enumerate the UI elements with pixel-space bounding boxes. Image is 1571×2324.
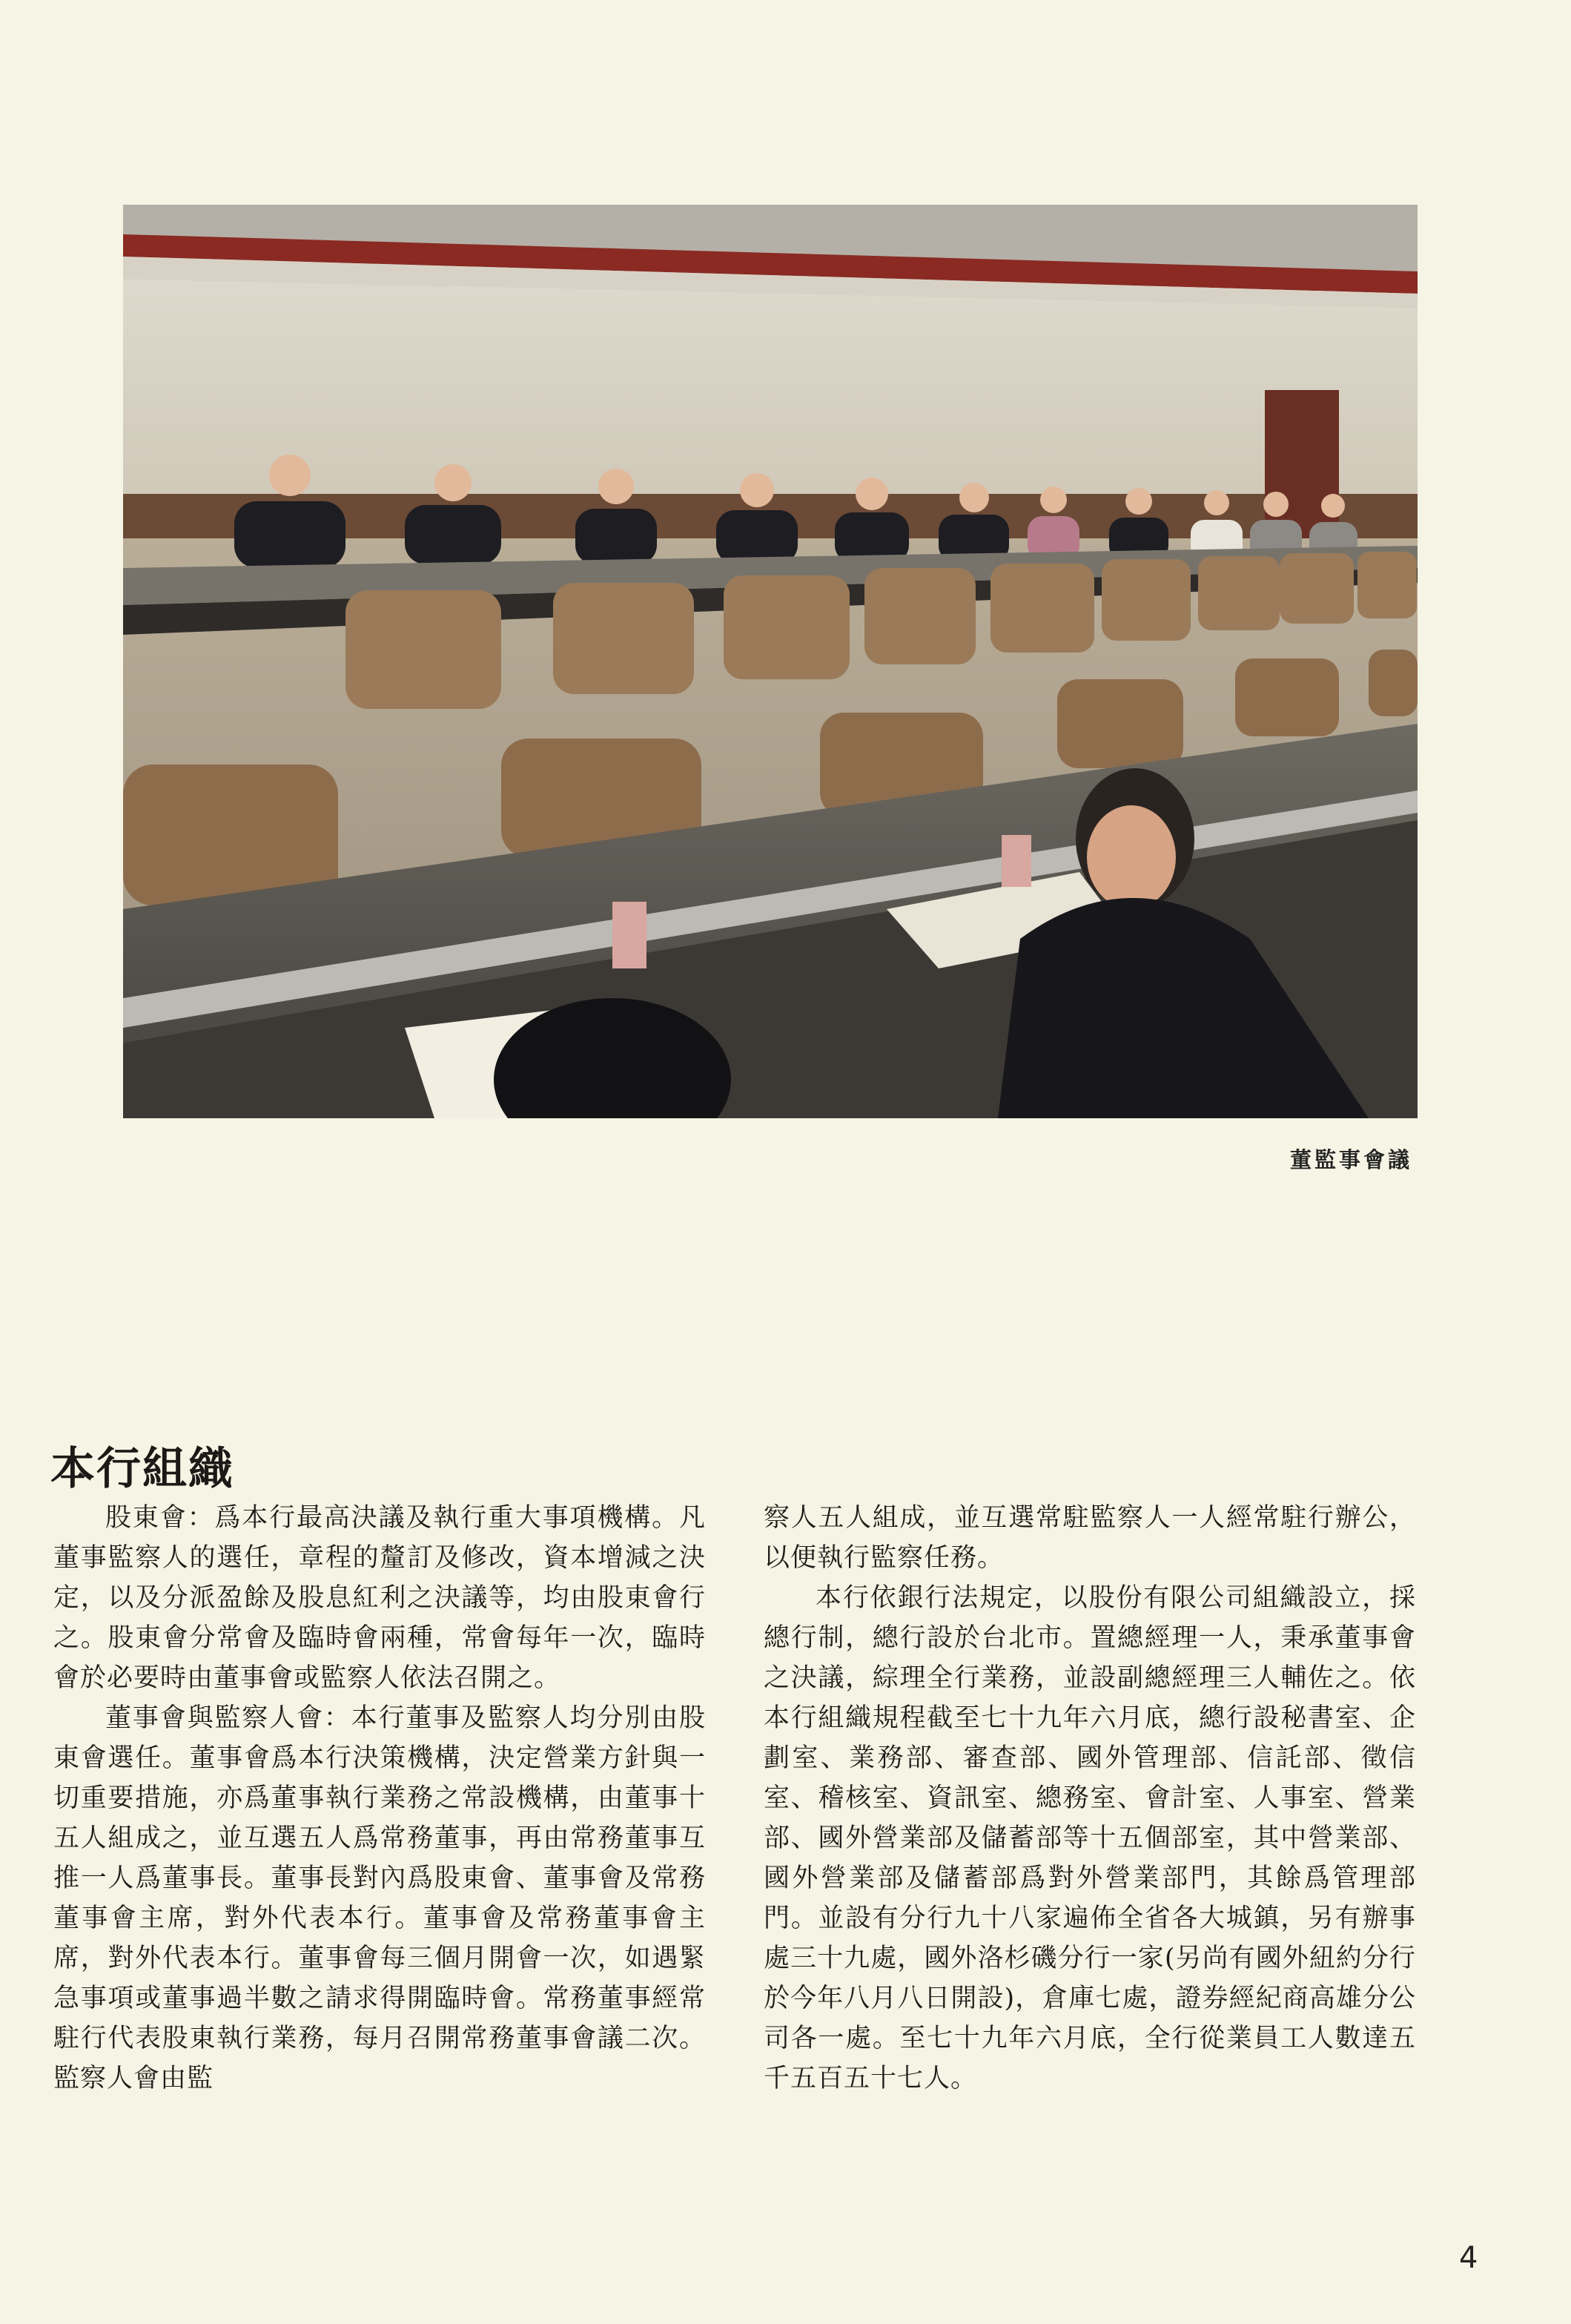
left-column bbox=[53, 1498, 706, 2099]
page-number: 4 bbox=[1459, 2241, 1478, 2275]
paragraph-board-and-supervisors: 董事會與監察人會：本行董事及監察人均分別由股東會選任。董事會爲本行決策機構，決定營業方針與一切重要措施，亦爲董事執行業務之常設機構，由董事十五人組成之，並互選五人爲常務董事，再由常務董事互推一人爲董事長。董事長對內爲股東會、董事會及常務董事會主席，對外代表本行。董事會及常務董事會主席，對外代表本行。董事會每三個月開會一次，如遇緊急事項或董事過半數之請求得開臨時會。常務董事經常駐行代表股東執行業務，每月召開常務董事會議二次。監察人會由監 bbox=[53, 1703, 706, 2093]
paragraph-shareholders-meeting: 股東會：爲本行最高決議及執行重大事項機構。凡董事監察人的選任，章程的釐訂及修改，資本增減之決定，以及分派盈餘及股息紅利之決議等，均由股東會行之。股東會分常會及臨時會兩種，常會每年一次，臨時會於必要時由董事會或監察人依法召開之。 bbox=[53, 1503, 706, 1693]
paragraph-supervisors-continued: 察人五人組成，並互選常駐監察人一人經常駐行辦公，以便執行監察任務。 bbox=[764, 1503, 1416, 1573]
right-column bbox=[764, 1498, 1416, 2099]
paragraph-organization-structure: 本行依銀行法規定，以股份有限公司組織設立，採總行制，總行設於台北市。置總經理一人，秉承董事會之決議，綜理全行業務，並設副總經理三人輔佐之。依本行組織規程截至七十九年六月底，總行設秘書室、企劃室、業務部、審查部、國外管理部、信託部、徵信室、稽核室、資訊室、總務室、會計室、人事室、營業部、國外營業部及儲蓄部等十五個部室，其中營業部、國外營業部及儲蓄部爲對外營業部門，其餘爲管理部門。並設有分行九十八家遍佈全省各大城鎮，另有辦事處三十九處，國外洛杉磯分行一家(另尚有國外紐約分行於今年八月八日開設)，倉庫七處，證券經紀商高雄分公司各一處。至七十九年六月底，全行從業員工人數達五千五百五十七人。 bbox=[764, 1583, 1416, 2093]
photo-caption: 董監事會議 bbox=[1289, 1147, 1412, 1172]
section-heading: 本行組織 bbox=[50, 1443, 234, 1496]
board-meeting-photo bbox=[123, 205, 1418, 1118]
